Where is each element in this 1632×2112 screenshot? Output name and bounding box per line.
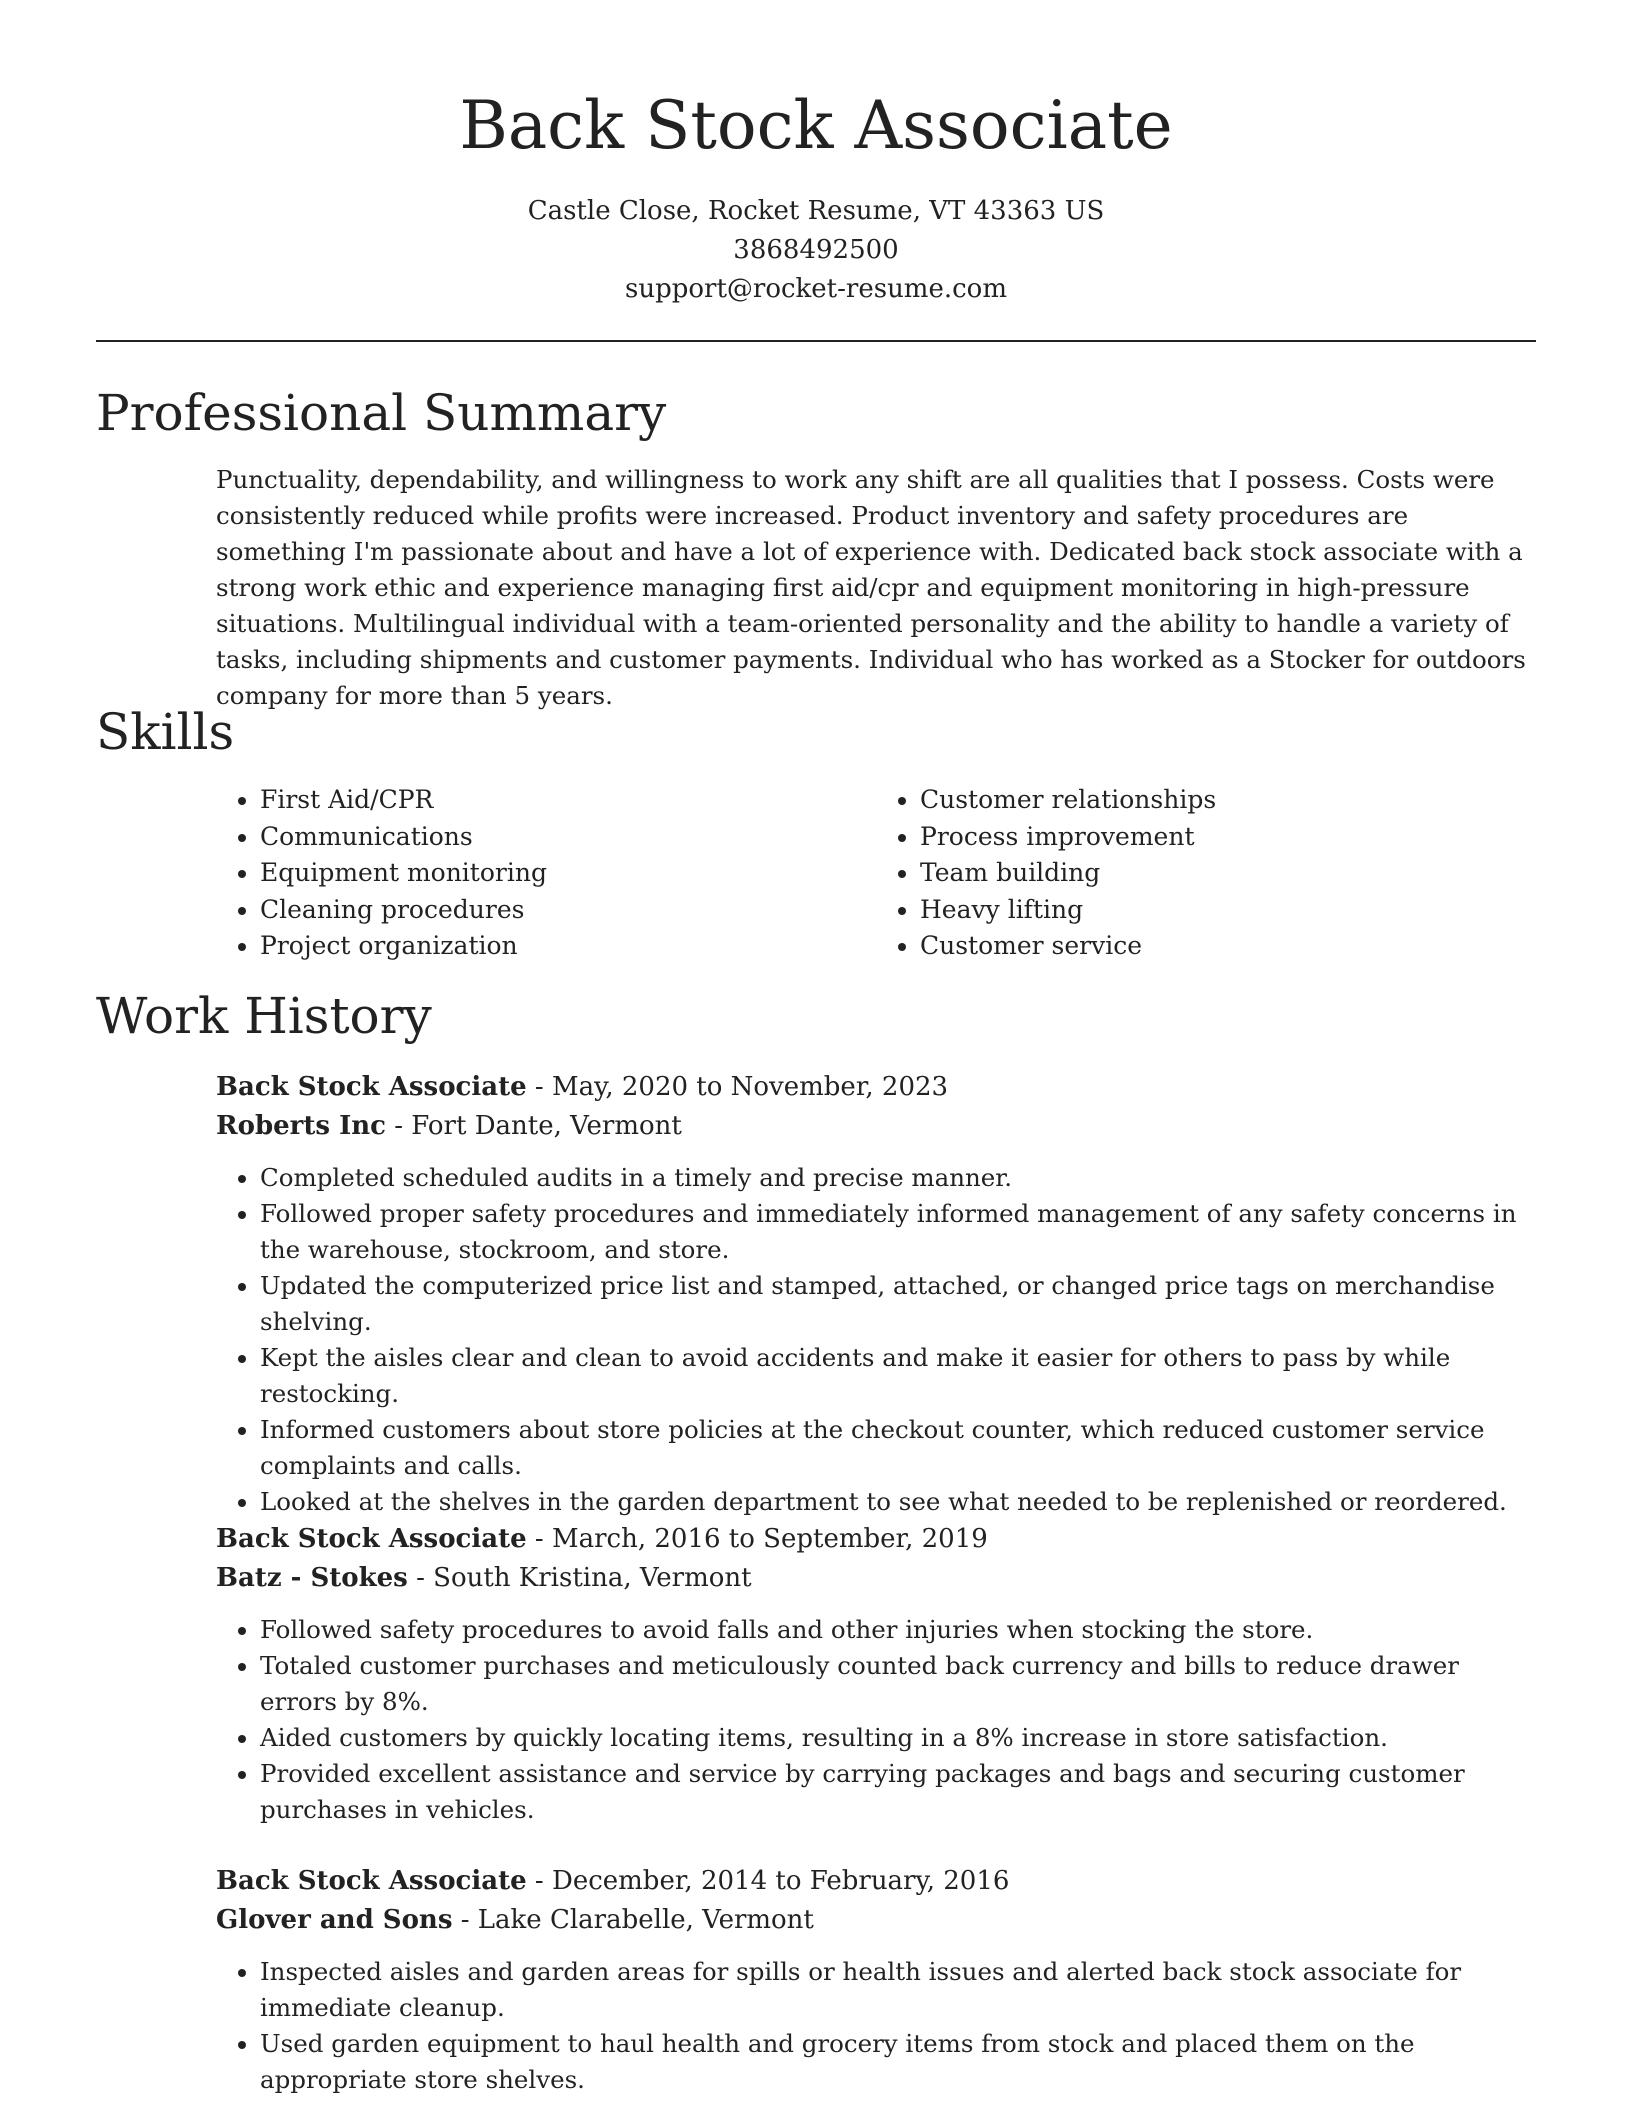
skills-heading: Skills: [96, 703, 235, 761]
job-dates: - March, 2016 to September, 2019: [526, 1524, 988, 1554]
job-bullet: • Completed scheduled audits in a timely and precise manner.: [260, 1160, 1536, 1196]
skill-item: • Customer relationships: [920, 782, 1536, 819]
contact-block: [0, 192, 1632, 309]
skills-column-right: [876, 782, 1536, 965]
candidate-name: Back Stock Associate: [459, 87, 1173, 164]
summary-heading: Professional Summary: [96, 384, 667, 442]
skill-item: • Process improvement: [920, 819, 1536, 856]
skill-item: • Heavy lifting: [920, 892, 1536, 929]
skill-item: • Communications: [260, 819, 876, 856]
job-entry: [216, 1520, 1536, 1828]
job-company-line: [216, 1107, 1536, 1146]
header-divider: [96, 340, 1536, 342]
job-company-line: [216, 1901, 1536, 1940]
job-role: Back Stock Associate: [216, 1866, 527, 1896]
job-dates: - May, 2020 to November, 2023: [526, 1072, 949, 1102]
job-bullets: [216, 1160, 1536, 1520]
job-title-line: [216, 1862, 1536, 1901]
job-bullet: • Informed customers about store policies at the checkout counter, which reduced customer service complaints and calls.: [260, 1412, 1536, 1484]
summary-text: Punctuality, dependability, and willingness to work any shift are all qualities that I possess. Costs were consistently reduced while profits were increased. Product inventory and safety procedures are something I'm passionate about and have a lot of experience with. Dedicated back stock associate with a strong work ethic and experience managing first aid/cpr and equipment monitoring in high-pressure situations. Multilingual individual with a team-oriented personality and the ability to handle a variety of tasks, including shipments and customer payments. Individual who has worked as a Stocker for outdoors company for more than 5 years.: [216, 465, 1526, 710]
job-dates: - December, 2014 to February, 2016: [526, 1866, 1010, 1896]
job-company-line: [216, 1559, 1536, 1598]
job-bullets: [216, 1954, 1536, 2098]
job-role: Back Stock Associate: [216, 1072, 527, 1102]
job-bullet: • Kept the aisles clear and clean to avoid accidents and make it easier for others to pass by while restocking.: [260, 1340, 1536, 1412]
job-bullet: • Provided excellent assistance and service by carrying packages and bags and securing customer purchases in vehicles.: [260, 1756, 1536, 1828]
skill-item: • Team building: [920, 855, 1536, 892]
work-history-heading: Work History: [96, 987, 432, 1045]
job-title-line: [216, 1068, 1536, 1107]
job-bullet: • Used garden equipment to haul health and grocery items from stock and placed them on the appropriate store shelves.: [260, 2026, 1536, 2098]
job-location: - Lake Clarabelle, Vermont: [452, 1905, 814, 1935]
skills-list: [216, 782, 1536, 965]
skills-column-left: [216, 782, 876, 965]
job-entry: [216, 1068, 1536, 1520]
job-entry: [216, 1862, 1536, 2098]
job-company: Roberts Inc: [216, 1111, 386, 1141]
contact-address: Castle Close, Rocket Resume, VT 43363 US: [527, 196, 1105, 226]
skill-item: • Customer service: [920, 928, 1536, 965]
job-bullet: • Followed proper safety procedures and immediately informed management of any safety concerns in the warehouse, stockroom, and store.: [260, 1196, 1536, 1268]
skill-item: • Equipment monitoring: [260, 855, 876, 892]
job-bullet: • Aided customers by quickly locating items, resulting in a 8% increase in store satisfaction.: [260, 1720, 1536, 1756]
skill-item: • Project organization: [260, 928, 876, 965]
contact-phone: 3868492500: [733, 235, 899, 265]
job-bullet: • Updated the computerized price list and stamped, attached, or changed price tags on merchandise shelving.: [260, 1268, 1536, 1340]
job-bullet: • Followed safety procedures to avoid falls and other injuries when stocking the store.: [260, 1612, 1536, 1648]
job-role: Back Stock Associate: [216, 1524, 527, 1554]
skill-item: • Cleaning procedures: [260, 892, 876, 929]
job-company: Batz - Stokes: [216, 1563, 408, 1593]
job-title-line: [216, 1520, 1536, 1559]
job-bullet: • Totaled customer purchases and meticulously counted back currency and bills to reduce drawer errors by 8%.: [260, 1648, 1536, 1720]
job-location: - Fort Dante, Vermont: [385, 1111, 682, 1141]
job-location: - South Kristina, Vermont: [407, 1563, 752, 1593]
skill-item: • First Aid/CPR: [260, 782, 876, 819]
job-bullet: • Inspected aisles and garden areas for spills or health issues and alerted back stock associate for immediate cleanup.: [260, 1954, 1536, 2026]
job-bullet: • Looked at the shelves in the garden department to see what needed to be replenished or reordered.: [260, 1484, 1536, 1520]
job-company: Glover and Sons: [216, 1905, 453, 1935]
job-bullets: [216, 1612, 1536, 1828]
contact-email: support@rocket-resume.com: [624, 274, 1007, 304]
resume-header: [0, 0, 1632, 309]
